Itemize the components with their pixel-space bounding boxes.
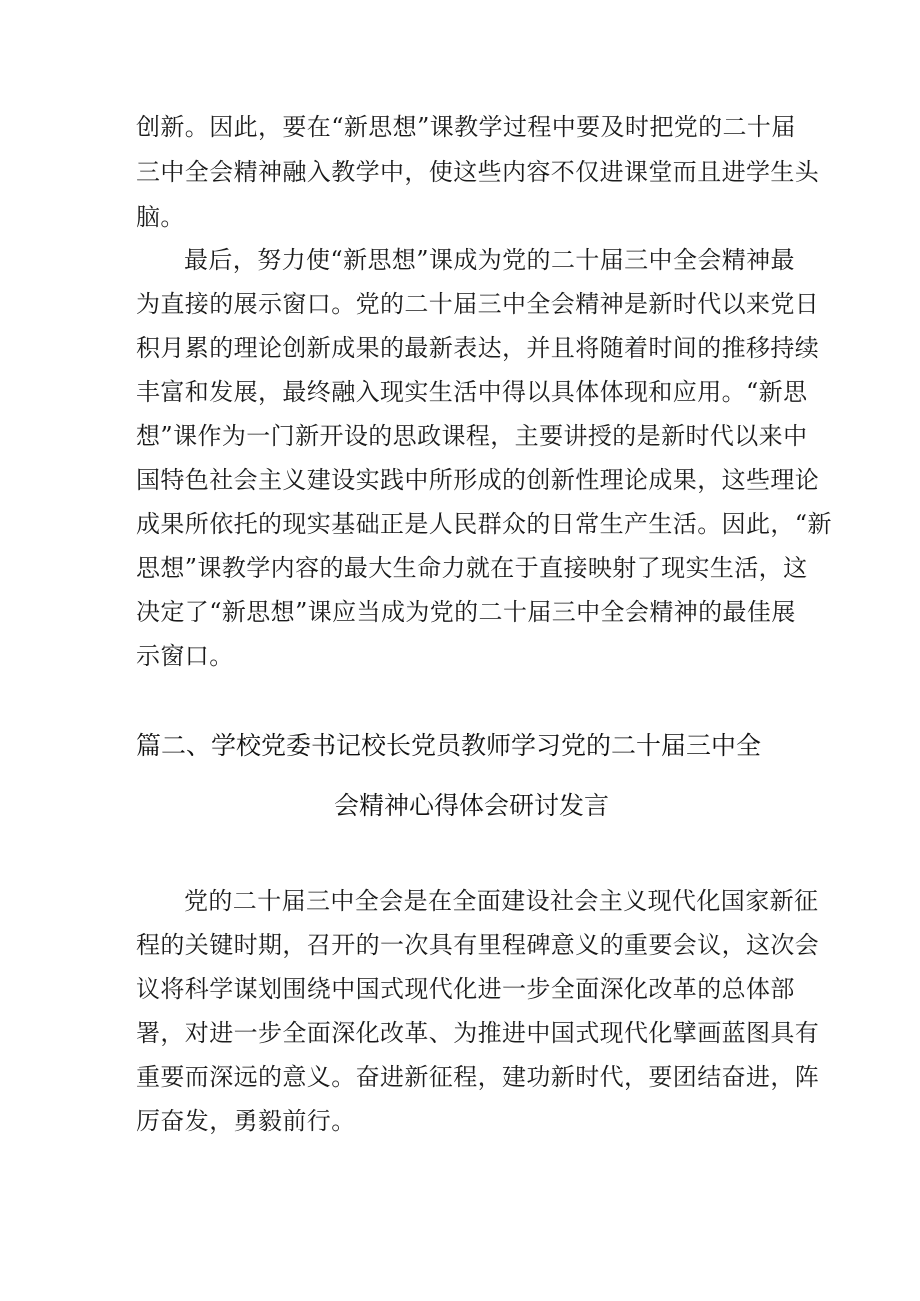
paragraph-line: 脑。 <box>136 203 185 231</box>
paragraph-line: 丰富和发展，最终融入现实生活中得以具体体现和应用。“新思 <box>136 378 808 406</box>
paragraph-line: 想”课作为一门新开设的思政课程，主要讲授的是新时代以来中 <box>136 422 808 450</box>
paragraph-line: 议将科学谋划围绕中国式现代化进一步全面深化改革的总体部 <box>136 975 795 1003</box>
paragraph-line: 党的二十届三中全会是在全面建设社会主义现代化国家新征 <box>184 887 819 915</box>
paragraph-line: 程的关键时期，召开的一次具有里程碑意义的重要会议，这次会 <box>136 931 820 959</box>
paragraph-line: 思想”课教学内容的最大生命力就在于直接映射了现实生活，这 <box>136 554 808 582</box>
section-heading-line-2: 会精神心得体会研讨发言 <box>334 791 610 820</box>
section-heading-line-1: 篇二、学校党委书记校长党员教师学习党的二十届三中全 <box>136 731 762 760</box>
paragraph-line: 成果所依托的现实基础正是人民群众的日常生产生活。因此，“新 <box>136 510 832 538</box>
paragraph-line: 重要而深远的意义。奋进新征程，建功新时代，要团结奋进，阵 <box>136 1063 820 1091</box>
paragraph-line: 最后，努力使“新思想”课成为党的二十届三中全会精神最 <box>184 246 795 274</box>
paragraph-line: 署，对进一步全面深化改革、为推进中国式现代化擘画蓝图具有 <box>136 1019 820 1047</box>
paragraph-line: 示窗口。 <box>136 642 234 670</box>
paragraph-line: 创新。因此，要在“新思想”课教学过程中要及时把党的二十届 <box>136 113 796 141</box>
paragraph-line: 国特色社会主义建设实践中所形成的创新性理论成果，这些理论 <box>136 466 820 494</box>
paragraph-line: 为直接的展示窗口。党的二十届三中全会精神是新时代以来党日 <box>136 290 820 318</box>
paragraph-line: 积月累的理论创新成果的最新表达，并且将随着时间的推移持续 <box>136 334 820 362</box>
paragraph-line: 三中全会精神融入教学中，使这些内容不仅进课堂而且进学生头 <box>136 158 820 186</box>
paragraph-line: 厉奋发，勇毅前行。 <box>136 1107 356 1135</box>
paragraph-line: 决定了“新思想”课应当成为党的二十届三中全会精神的最佳展 <box>136 598 796 626</box>
